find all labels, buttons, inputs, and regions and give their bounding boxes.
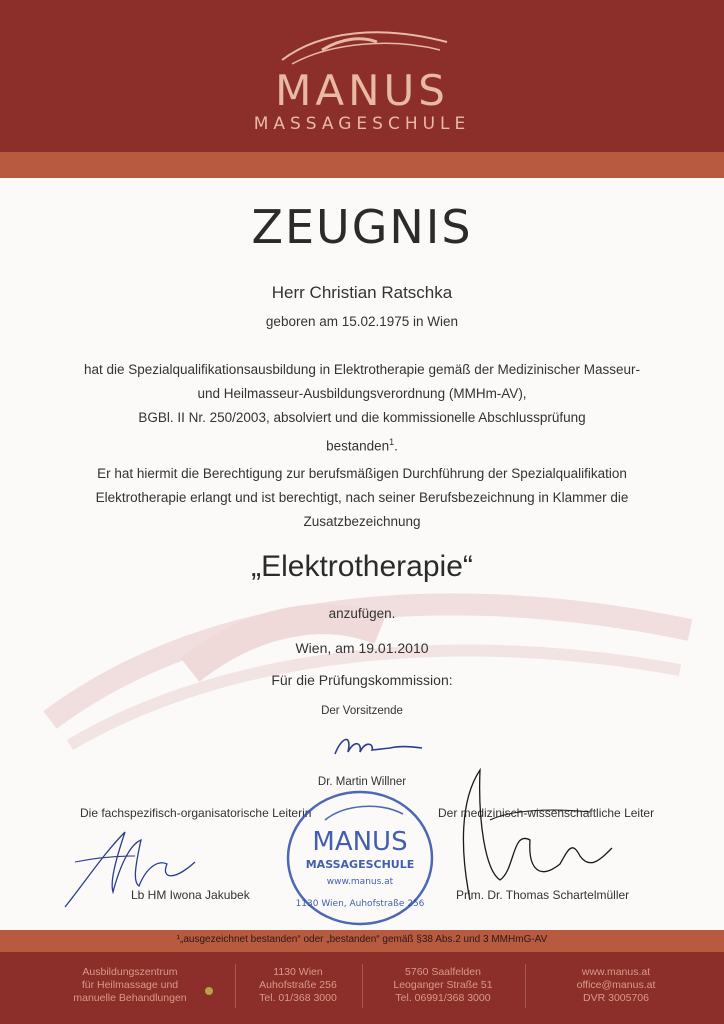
footer-col4-line3: DVR 3005706 xyxy=(583,992,649,1004)
recipient-name: Herr Christian Ratschka xyxy=(271,283,453,302)
attach-text: anzufügen. xyxy=(328,606,396,621)
stamp-url: www.manus.at xyxy=(326,877,394,887)
chair-role: Der Vorsitzende xyxy=(321,705,403,717)
right-signatory-role: Der medizinisch-wissenschaftliche Leiter xyxy=(438,806,655,820)
footer-col1-line1: Ausbildungszentrum xyxy=(82,966,178,978)
header-band xyxy=(0,152,724,178)
paragraph-2 xyxy=(40,462,684,534)
paragraph-2-line-1: Er hat hiermit die Berechtigung zur berufsmäßigen Durchführung der Spezialqualifikation xyxy=(97,466,627,481)
paragraph-1 xyxy=(40,358,684,459)
footer-col1-line3: manuelle Behandlungen xyxy=(73,992,187,1004)
footer-col-wien xyxy=(236,966,360,1005)
bestanden-text: bestanden xyxy=(326,438,390,454)
paragraph-2-line-2: Elektrotherapie erlangt und ist berechtigt, nach seiner Berufsbezeichnung in Klammer die xyxy=(95,490,629,505)
chair-name: Dr. Martin Willner xyxy=(317,776,407,788)
stamp-sub: MASSAGESCHULE xyxy=(305,858,415,871)
paragraph-1-line-2: und Heilmasseur-Ausbildungsverordnung (MMHm-AV), xyxy=(197,386,527,401)
paragraph-1-period: . xyxy=(394,438,398,454)
footer-col4-line2: office@manus.at xyxy=(576,979,656,991)
footer-col-institution xyxy=(30,966,230,1005)
stamp-address: 1130 Wien, Auhofstraße 256 xyxy=(295,899,425,909)
footer-col-contact xyxy=(526,966,706,1005)
certificate-title: ZEUGNIS xyxy=(251,200,473,254)
paragraph-2-line-3: Zusatzbezeichnung xyxy=(303,514,421,529)
footer-dot-icon xyxy=(205,987,213,995)
footer-col3-line1: 5760 Saalfelden xyxy=(405,966,481,978)
logo-wordmark: MANUS xyxy=(275,66,449,115)
designation: „Elektrotherapie“ xyxy=(251,550,473,583)
birth-info: geboren am 15.02.1975 in Wien xyxy=(265,314,459,329)
stamp-word: MANUS xyxy=(312,827,408,857)
footnote-mark: 1 xyxy=(389,437,395,447)
left-signatory-name: Lb HM Iwona Jakubek xyxy=(131,888,250,902)
footer-col2-line3: Tel. 01/368 3000 xyxy=(259,992,337,1004)
paragraph-1-line-1: hat die Spezialqualifikationsausbildung in Elektrotherapie gemäß der Medizinischer Masseur- xyxy=(83,362,641,377)
footer-col-saalfelden xyxy=(363,966,523,1005)
logo-swirl-icon xyxy=(262,20,462,70)
left-signatory-role: Die fachspezifisch-organisatorische Leiterin xyxy=(80,806,312,820)
footnote: ¹„ausgezeichnet bestanden“ oder „bestanden“ gemäß §38 Abs.2 und 3 MMHmG-AV xyxy=(176,934,548,945)
school-stamp-icon xyxy=(285,788,435,928)
footer-col3-line2: Leoganger Straße 51 xyxy=(393,979,493,991)
footer-col2-line1: 1130 Wien xyxy=(273,966,323,978)
commission-label: Für die Prüfungskommission: xyxy=(271,672,453,688)
footer-col4-line1: www.manus.at xyxy=(581,966,651,978)
footer-col3-line3: Tel. 06991/368 3000 xyxy=(395,992,491,1004)
footer-col2-line2: Auhofstraße 256 xyxy=(259,979,337,991)
paragraph-1-line-4 xyxy=(40,430,684,459)
chair-signature-icon xyxy=(330,728,430,762)
logo-subtitle: MASSAGESCHULE xyxy=(253,114,471,134)
right-signatory-name: Prim. Dr. Thomas Schartelmüller xyxy=(456,888,630,902)
paragraph-1-line-3: BGBl. II Nr. 250/2003, absolviert und die kommissionelle Abschlussprüfung xyxy=(138,410,586,425)
footer-col1-line2: für Heilmassage und xyxy=(81,979,179,991)
issue-date: Wien, am 19.01.2010 xyxy=(295,640,429,656)
